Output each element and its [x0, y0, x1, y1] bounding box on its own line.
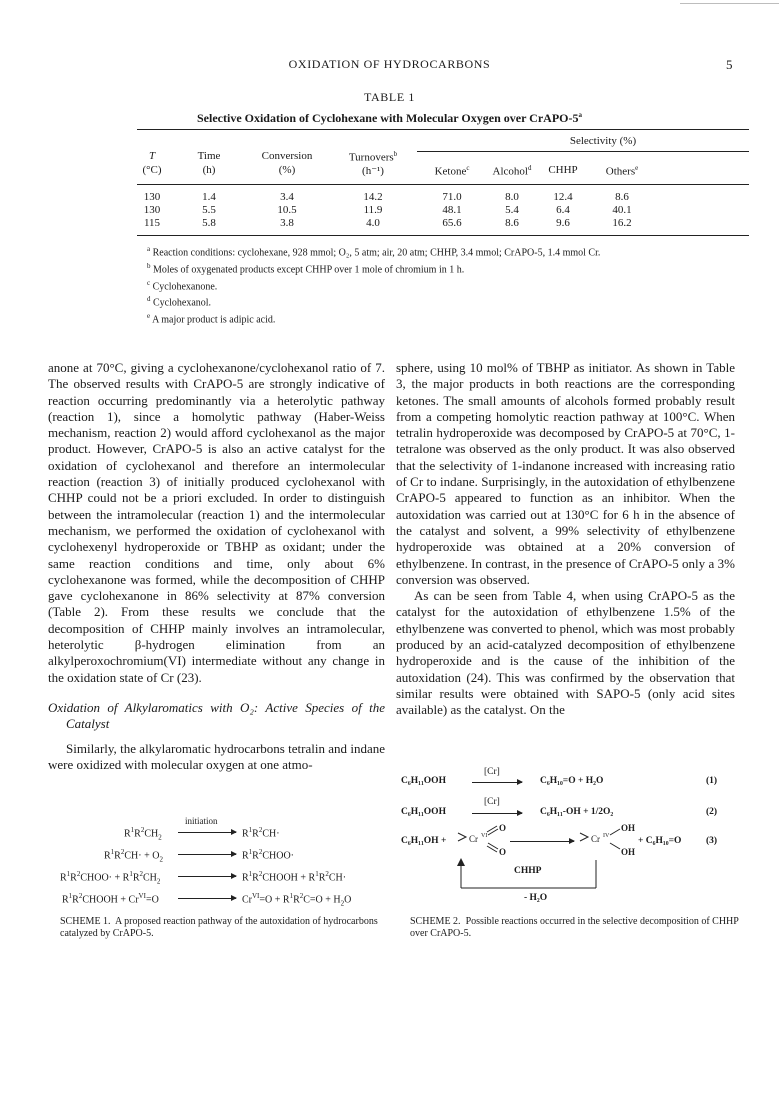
svg-text:O: O	[499, 847, 506, 857]
section-heading: Oxidation of Alkylaromatics with O₂: Active Species of the Catalyst	[48, 699, 385, 732]
scheme2-caption: SCHEME 2. Possible reactions occurred in the selective decomposition of CHHP over CrAPO-5.	[410, 916, 739, 939]
scheme2-r2-catalyst: [Cr]	[484, 797, 500, 807]
scheme2-r1-right: C₆H₁₀=O + H₂O	[540, 776, 604, 786]
cell: 8.6	[505, 217, 519, 229]
cell: 4.0	[366, 217, 380, 229]
group-rule	[417, 151, 749, 152]
cell: 65.6	[442, 217, 462, 229]
footnote-b: $^b$ Moles of oxygenated products except CHHP over 1 mole of chromium in 1 h.	[147, 261, 465, 276]
left-column	[48, 360, 385, 773]
table-label: TABLE 1	[364, 90, 415, 104]
column-header-alcohol: Alcohol$^d$	[492, 164, 532, 178]
footnote-d: $^d$ Cyclohexanol.	[147, 295, 212, 309]
scheme2-r1-number: (1)	[706, 776, 718, 786]
scheme2-chhp-label: CHHP	[514, 866, 542, 876]
scheme1-eq1-left: $R^1R^2CH_2$	[124, 826, 162, 842]
column-header-time-unit: (h)	[202, 164, 216, 176]
scheme2-r3-right: + C₆H₁₀=O	[638, 836, 682, 846]
scheme1-eq3-left: $R^1R^2CHOO\cdot + R^1R^2CH_2$	[60, 870, 161, 886]
table-top-rule	[137, 129, 749, 130]
scheme2-r3-left: C₆H₁₁OH +	[401, 836, 447, 846]
cell: 11.9	[363, 204, 383, 216]
arrow-icon	[510, 841, 574, 842]
column-header-chhp: CHHP	[548, 164, 578, 176]
arrow-icon	[178, 876, 236, 877]
arrow-icon	[178, 898, 236, 899]
footnote-c: $^c$ Cyclohexanone.	[147, 278, 218, 292]
cell: 40.1	[612, 204, 632, 216]
scheme2-r2-left: C₆H₁₁OOH	[401, 807, 446, 817]
cell: 115	[143, 217, 161, 229]
svg-text:Cr: Cr	[591, 834, 600, 844]
chromyl-structure-icon	[456, 823, 506, 857]
column-header-t-unit: (°C)	[142, 164, 162, 176]
cell: 8.0	[505, 191, 519, 203]
cell: 16.2	[612, 217, 632, 229]
cell: 130	[143, 191, 161, 203]
column-header-turnovers-unit: (h⁻¹)	[362, 165, 384, 177]
arrow-icon	[178, 854, 236, 855]
column-header-conversion: Conversion	[261, 150, 313, 162]
scheme1-eq1-right: $R^1R^2CH\cdot$	[242, 826, 280, 840]
cell: 3.8	[280, 217, 294, 229]
column-header-time: Time	[197, 150, 221, 162]
cell: 8.6	[615, 191, 629, 203]
body-paragraph: anone at 70°C, giving a cyclohexanone/cyclohexanol ratio of 7. The observed results with CrAPO-5 are strongly indicative of reaction occurring predominantly via a heterolytic pathway (reaction 1), since a homolytic pathway (Haber-Weiss mechanism, reaction 2) would afford cyclohexanol as the major product. However, CrAPO-5 is also an active catalyst for the oxidation of cyclohexanol and therefore an intermolecular reaction (reaction 3) of initially produced cyclohexanol with CHHP could not be a priori excluded. In order to distinguish between the intramolecular (reaction 1) and the intermolecular mechanism, we performed the oxidation of cyclohexanol with cyclohexenyl hydroperoxide or TBHP as oxidant; under the same reaction conditions and time, only about 6% cyclohexanone was formed, while the decomposition of CHHP gave cyclohexanone in 86% selectivity at 87% conversion (Table 2). From these results we conclude that the decomposition of CHHP mainly involves an intramolecular, heterolytic β-hydrogen elimination from an alkylperoxochromium(VI) intermediate without any change in the oxidation state of Cr (23).	[48, 360, 385, 685]
body-paragraph: sphere, using 10 mol% of TBHP as initiator. As shown in Table 3, the major products in both reactions are the corresponding ketones. The small amounts of alcohols formed probably result from a competing homolytic reaction pathway at 100°C. When tetralin hydroperoxide was decomposed by CrAPO-5 at 70°C, 1-tetralone was observed as the only product. It was also observed that the selectivity of 1-indanone increased with increasing ratio of Cr to indane. Surprisingly, in the autoxidation of ethylbenzene CrAPO-5 appeared to function as an inhibitor. When the autoxidation was carried out at 130°C for 6 h in the absence of the catalyst and solvent, a 99% selectivity of ethylbenzene hydroperoxide was obtained at a 20% conversion of ethylbenzene. In contrast, in the presence of CrAPO-5 only a 3% conversion was observed.	[396, 360, 735, 587]
scheme1-eq2-right: $R^1R^2CHOO\cdot$	[242, 848, 295, 862]
table-caption: Selective Oxidation of Cyclohexane with Molecular Oxygen over CrAPO-5$^a$	[197, 111, 582, 125]
scheme1-caption: SCHEME 1. A proposed reaction pathway of the autoxidation of hydrocarbons catalyzed by CrAPO-5.	[60, 916, 378, 939]
table-header-rule	[137, 184, 749, 185]
scheme1-eq4-right: $Cr^{VI}=O + R^1R^2C=O + H_2O$	[242, 892, 352, 908]
cell: 5.8	[202, 217, 216, 229]
scheme1-eq2-left: $R^1R^2CH\cdot + O_2$	[104, 848, 163, 864]
cell: 130	[143, 204, 161, 216]
arrow-icon	[178, 832, 236, 833]
column-header-turnovers: Turnovers$^b$	[348, 150, 398, 164]
group-header: Selectivity (%)	[569, 135, 637, 147]
page-number: 5	[726, 57, 733, 72]
cell: 5.5	[202, 204, 216, 216]
footnote-a: $^a$ Reaction conditions: cyclohexane, 928 mmol; O₂, 5 atm; air, 20 atm; CHHP, 3.4 mmol; CrAPO-5, 1.4 mmol Cr.	[147, 245, 601, 259]
right-column	[396, 360, 735, 719]
body-paragraph: Similarly, the alkylaromatic hydrocarbons tetralin and indane were oxidized with molecular oxygen at one atmo-	[48, 740, 385, 772]
scheme2-r2-right: C₆H₁₁-OH + 1/2O₂	[540, 807, 614, 817]
svg-text:Cr: Cr	[469, 834, 478, 844]
table-footnotes	[137, 243, 749, 327]
svg-text:OH: OH	[621, 847, 636, 857]
cell: 3.4	[280, 191, 294, 203]
arrow-icon	[472, 813, 522, 814]
cell: 1.4	[202, 191, 216, 203]
column-header-others: Others$^e$	[605, 164, 639, 178]
scheme2-r1-catalyst: [Cr]	[484, 767, 500, 777]
footnote-e: $^e$ A major product is adipic acid.	[147, 312, 276, 326]
cell: 12.4	[553, 191, 573, 203]
initiation-label: initiation	[185, 816, 218, 826]
scheme1-eq4-left: $R^1R^2CHOOH + Cr^{VI}=O$	[62, 892, 159, 906]
scheme2-water-label: - H₂O	[524, 893, 548, 903]
cell: 5.4	[505, 204, 519, 216]
cell: 10.5	[277, 204, 297, 216]
scheme2-r1-left: C₆H₁₁OOH	[401, 776, 446, 786]
scheme2-r2-number: (2)	[706, 807, 718, 817]
body-paragraph: As can be seen from Table 4, when using CrAPO-5 as the catalyst for the autoxidation of ethylbenzene 1.5% of the ethylbenzene was converted to phenol, which was most probably produced by an acid-catalyzed decomposition of ethylbenzene hydroperoxide and is the cause of the inhibition of the autoxidation (24). This was confirmed by the observation that similar results were obtained with SAPO-5 (only acid sites available) as the catalyst. On the	[396, 588, 735, 718]
chromium-iv-structure-icon	[578, 823, 638, 859]
column-header-t: T	[148, 150, 156, 162]
column-header-ketone: Ketone$^c$	[434, 164, 470, 178]
cell: 48.1	[442, 204, 462, 216]
top-rule	[680, 3, 779, 4]
scheme2-r3-number: (3)	[706, 836, 718, 846]
svg-text:IV: IV	[603, 833, 610, 839]
cell: 71.0	[442, 191, 462, 203]
column-header-conversion-unit: (%)	[278, 164, 296, 176]
arrow-icon	[472, 782, 522, 783]
table-bottom-rule	[137, 235, 749, 236]
running-title: OXIDATION OF HYDROCARBONS	[288, 57, 491, 71]
svg-text:O: O	[499, 823, 506, 833]
cell: 14.2	[363, 191, 383, 203]
scheme1-eq3-right: $R^1R^2CHOOH + R^1R^2CH\cdot$	[242, 870, 347, 884]
cell: 9.6	[556, 217, 570, 229]
svg-text:VI: VI	[481, 833, 488, 839]
cell: 6.4	[556, 204, 570, 216]
svg-text:OH: OH	[621, 823, 636, 833]
